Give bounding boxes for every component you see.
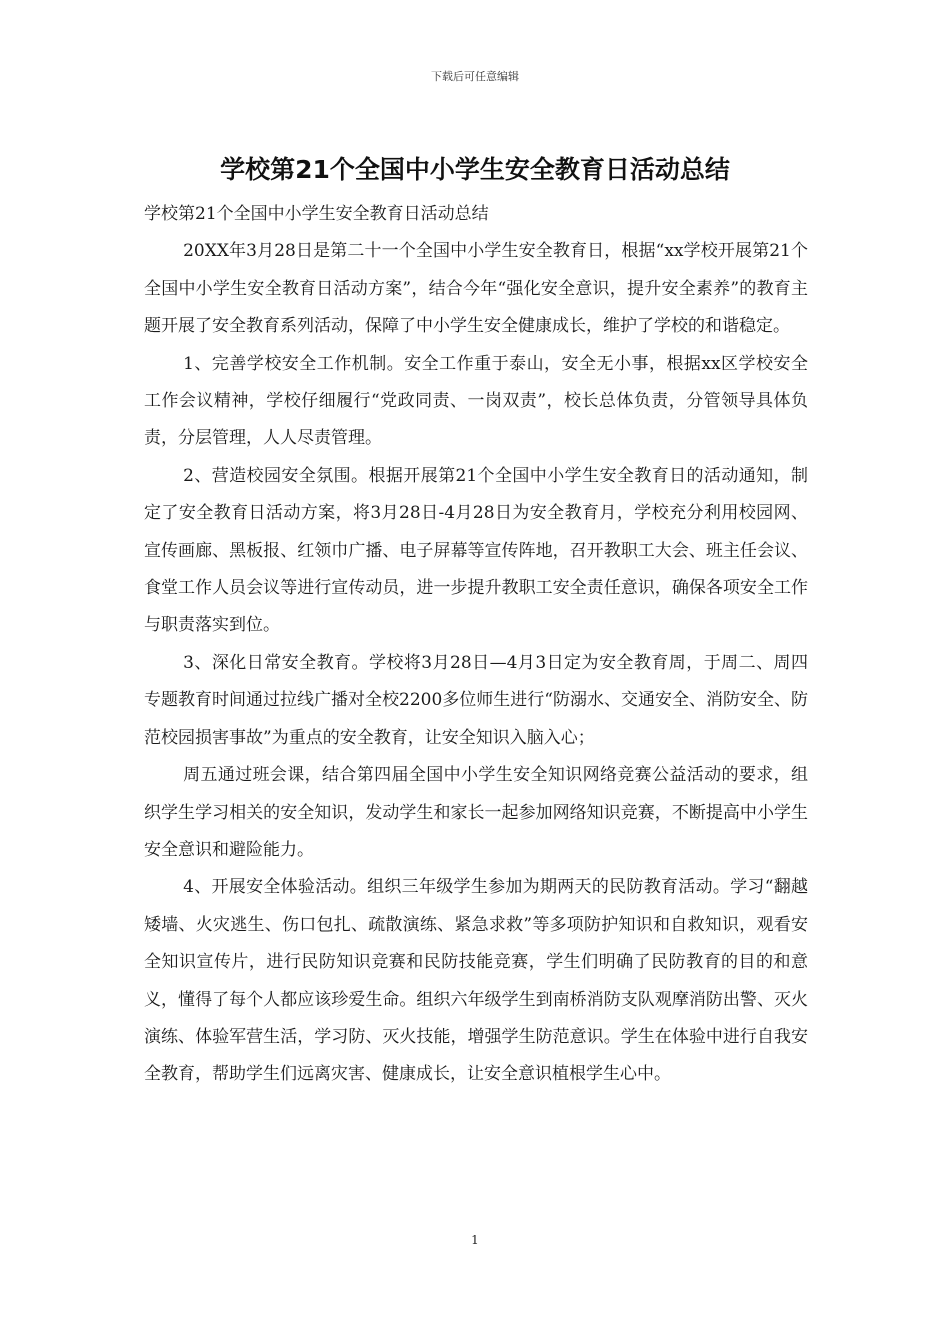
paragraph-item-2: 2、营造校园安全氛围。根据开展第21个全国中小学生安全教育日的活动通知，制定了安全教育日活动方案，将3月28日-4月28日为安全教育月，学校充分利用校园网、宣传画廊、黑板报、红领巾广播、电子屏幕等宣传阵地，召开教职工大会、班主任会议、食堂工作人员会议等进行宣传动员，进一步提升教职工安全责任意识，确保各项安全工作与职责落实到位。 [144, 465, 808, 636]
paragraph-item-1: 1、完善学校安全工作机制。安全工作重于泰山，安全无小事，根据xx区学校安全工作会议精神，学校仔细履行“党政同责、一岗双责”，校长总体负责，分管领导具体负责，分层管理，人人尽责管理。 [144, 353, 808, 449]
paragraph-intro: 20XX年3月28日是第二十一个全国中小学生安全教育日，根据“xx学校开展第21个全国中小学生安全教育日活动方案”，结合今年“强化安全意识，提升安全素养”的教育主题开展了安全教育系列活动，保障了中小学生安全健康成长，维护了学校的和谐稳定。 [144, 241, 808, 337]
header-note: 下载后可任意编辑 [431, 70, 519, 83]
document-subtitle: 学校第21个全国中小学生安全教育日活动总结 [144, 204, 489, 224]
document-body [144, 196, 808, 1094]
paragraph-item-4: 4、开展安全体验活动。组织三年级学生参加为期两天的民防教育活动。学习“翻越矮墙、火灾逃生、伤口包扎、疏散演练、紧急求救”等多项防护知识和自救知识，观看安全知识宣传片，进行民防知识竞赛和民防技能竞赛，学生们明确了民防教育的目的和意义，懂得了每个人都应该珍爱生命。组织六年级学生到南桥消防支队观摩消防出警、灭火演练、体验军营生活，学习防、灭火技能，增强学生防范意识。学生在体验中进行自我安全教育，帮助学生们远离灾害、健康成长，让安全意识植根学生心中。 [144, 877, 808, 1085]
page-number: 1 [471, 1233, 479, 1247]
document-title: 学校第21个全国中小学生安全教育日活动总结 [220, 155, 730, 184]
paragraph-item-3-continued: 周五通过班会课，结合第四届全国中小学生安全知识网络竞赛公益活动的要求，组织学生学习相关的安全知识，发动学生和家长一起参加网络知识竞赛，不断提高中小学生安全意识和避险能力。 [144, 765, 808, 860]
paragraph-item-3: 3、深化日常安全教育。学校将3月28日—4月3日定为安全教育周，于周二、周四专题教育时间通过拉线广播对全校2200多位师生进行“防溺水、交通安全、消防安全、防范校园损害事故”为重点的安全教育，让安全知识入脑入心； [144, 652, 808, 748]
